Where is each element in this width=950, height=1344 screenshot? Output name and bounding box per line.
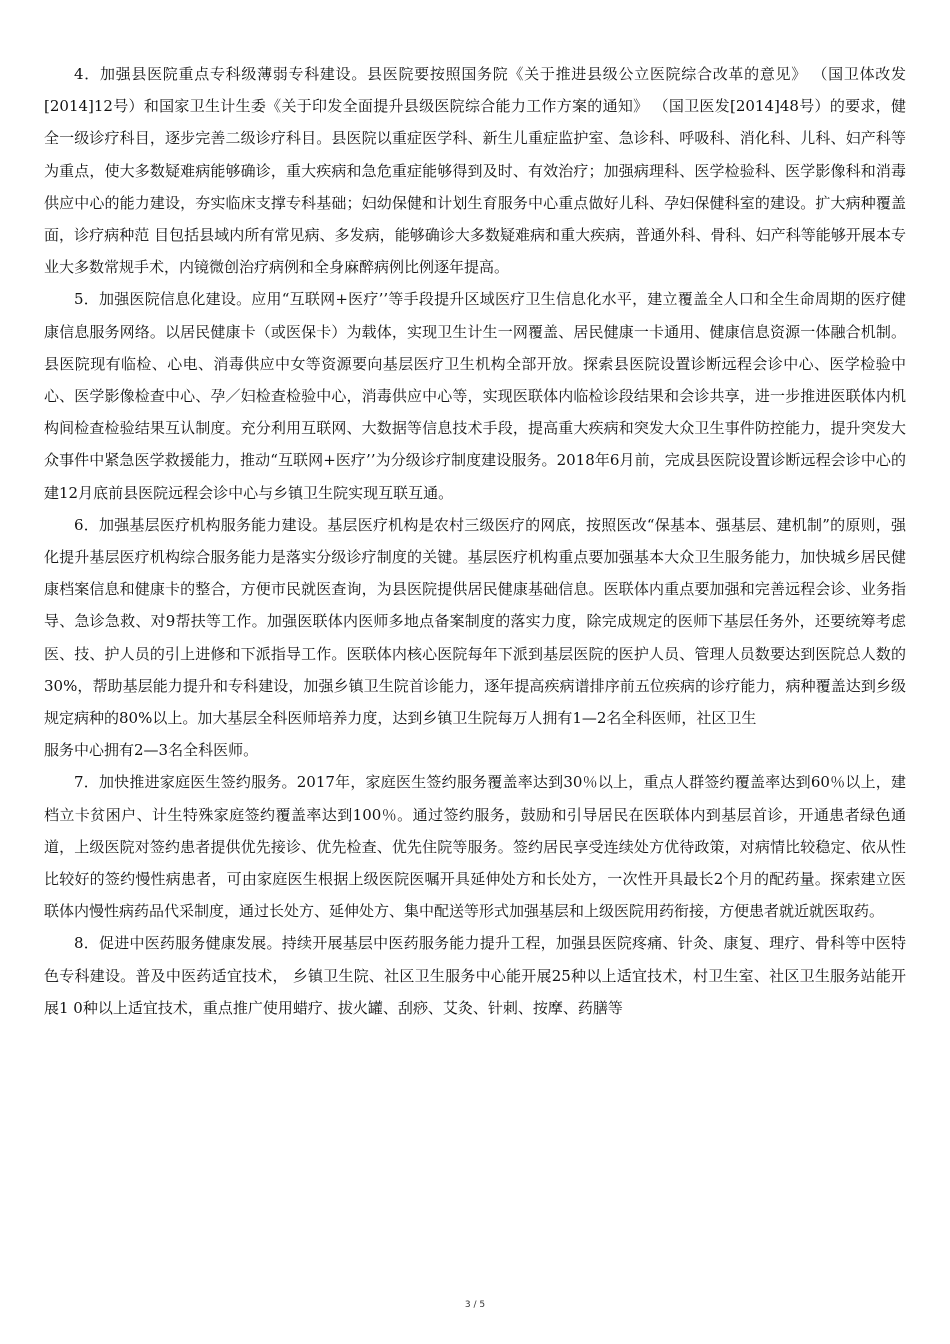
page-number: 3 / 5 — [464, 1300, 486, 1310]
paragraph-item-6: 6．加强基层医疗机构服务能力建设。基层医疗机构是农村三级医疗的网底，按照医改“保基本、强基层、建机制”的原则，强化提升基层医疗机构综合服务能力是落实分级诊疗制度的关键。基层医疗机构重点要加强基本大众卫生服务能力，加快城乡居民健康档案信息和健康卡的整合，方便市民就医查询，为县医院提供居民健康基础信息。医联体内重点要加强和完善远程会诊、业务指导、急诊急救、对9帮扶等工作。加强医联体内医师多地点备案制度的落实力度，除完成规定的医师下基层任务外，还要统筹考虑医、技、护人员的引上进修和下派指导工作。医联体内核心医院每年下派到基层医院的医护人员、管理人员数要达到医院总人数的30%，帮助基层能力提升和专科建设，加强乡镇卫生院首诊能力，逐年提高疾病谱排序前五位疾病的诊疗能力，病种覆盖达到乡级规定病种的80%以上。加大基层全科医师培养力度，达到乡镇卫生院每万人拥有1—2名全科医师，社区卫生 — [44, 515, 906, 728]
paragraph-item-5: 5．加强医院信息化建设。应用“互联网+医疗’’等手段提升区域医疗卫生信息化水平，建立覆盖全人口和全生命周期的医疗健康信息服务网络。以居民健康卡（或医保卡）为载体，实现卫生计生一网覆盖、居民健康一卡通用、健康信息资源一体融合机制。县医院现有临检、心电、消毒供应中女等资源要向基层医疗卫生机构全部开放。探索县医院设置诊断远程会诊中心、医学检验中心、医学影像检查中心、孕／妇检查检验中心，消毒供应中心等，实现医联体内临检诊段结果和会诊共享，进一步推进医联体内机构间检查检验结果互认制度。充分利用互联网、大数据等信息技术手段，提高重大疾病和突发大众卫生事件防控能力，提升突发大众事件中紧急医学救援能力，推动“互联网+医疗’’为分级诊疗制度建设服务。2018年6月前，完成县医院设置诊断远程会诊中心的建12月底前县医院远程会诊中心与乡镇卫生院实现互联互通。 — [44, 290, 906, 502]
paragraph-item-4: 4．加强县医院重点专科级薄弱专科建设。县医院要按照国务院《关于推进县级公立医院综合改革的意见》 （国卫体改发[2014]12号）和国家卫生计生委《关于印发全面提升县级医院综合能力工作方案的通知》 （国卫医发[2014]48号）的要求，健全一级诊疗科目，逐步完善二级诊疗科目。县医院以重症医学科、新生儿重症监护室、急诊科、呼吸科、消化科、儿科、妇产科等为重点，使大多数疑难病能够确诊，重大疾病和急危重症能够得到及时、有效治疗；加强病理科、医学检验科、医学影像科和消毒供应中心的能力建设，夯实临床支撑专科基础；妇幼保健和计划生育服务中心重点做好儿科、孕妇保健科室的建设。扩大病种覆盖面，诊疗病种范 目包括县域内所有常见病、多发病，能够确诊大多数疑难病和重大疾病，普通外科、骨科、妇产科等能够开展本专业大多数常规手术，内镜微创治疗病例和全身麻醉病例比例逐年提高。 — [44, 65, 906, 277]
paragraph-item-7: 7．加快推进家庭医生签约服务。2017年，家庭医生签约服务覆盖率达到30％以上，重点人群签约覆盖率达到60％以上，建档立卡贫困户、计生特殊家庭签约覆盖率达到100％。通过签约服务，鼓励和引导居民在医联体内到基层首诊，开通患者绿色通道，上级医院对签约患者提供优先接诊、优先检查、优先住院等服务。签约居民享受连续处方优待政策，对病情比较稳定、依从性比较好的签约慢性病患者，可由家庭医生根据上级医院医嘱开具延伸处方和长处方，一次性开具最长2个月的配药量。探索建立医联体内慢性病药品代采制度，通过长处方、延伸处方、集中配送等形式加强基层和上级医院用药衔接，方便患者就近就医取药。 — [44, 773, 906, 921]
paragraph-item-6-continuation: 服务中心拥有2—3名全科医师。 — [44, 741, 259, 760]
paragraph-item-8: 8．促进中医药服务健康发展。持续开展基层中医药服务能力提升工程，加强县医院疼痛、针灸、康复、理疗、骨科等中医特色专科建设。普及中医药适宜技术， 乡镇卫生院、社区卫生服务中心能开展25种以上适宜技术，村卫生室、社区卫生服务站能开展1 0种以上适宜技术，重点推广使用蜡疗、拔火罐、刮痧、艾灸、针刺、按摩、药膳等 — [44, 934, 906, 1017]
document-body — [44, 58, 906, 1024]
